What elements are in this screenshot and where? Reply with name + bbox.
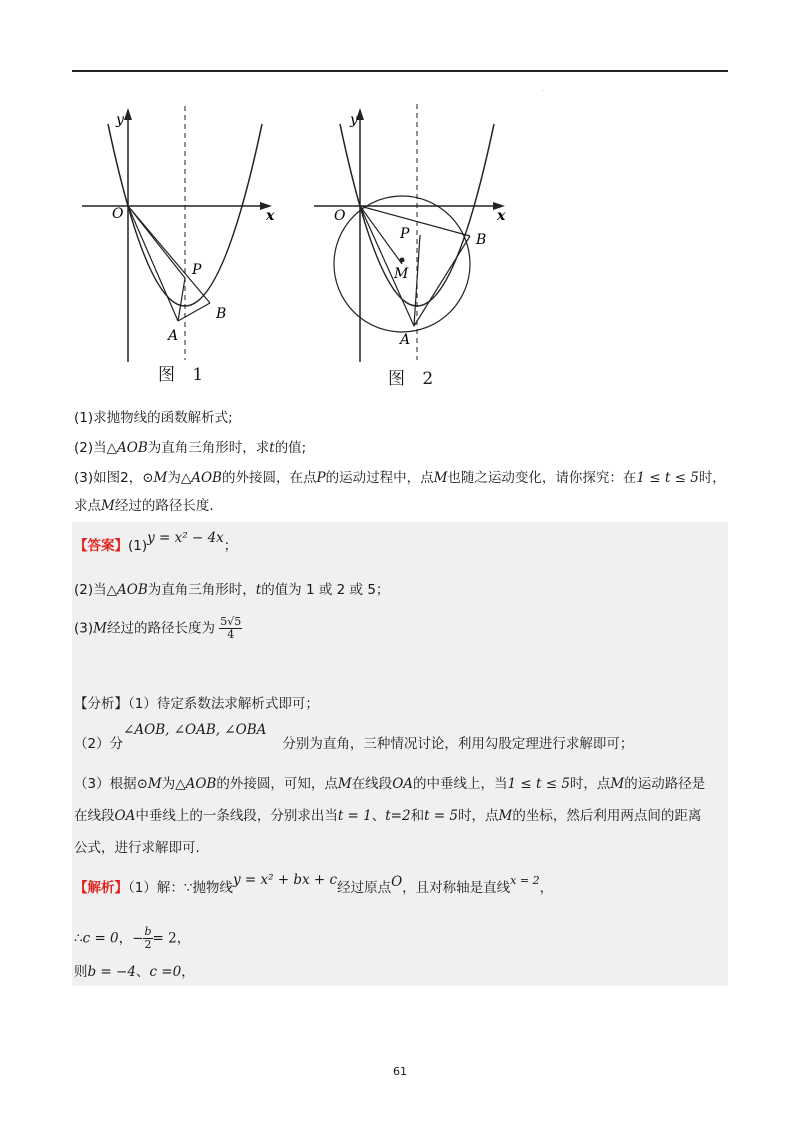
fig1-label-b: B [216,306,227,322]
question-2: (2)当△AOB为直角三角形时，求t的值; [74,440,307,456]
fig2-label-y: y [350,112,358,128]
analysis-5: 公式，进行求解即可. [74,840,200,856]
header-rule [72,70,728,72]
solution-2: ∴c = 0，− $\frac{b}{2}$ = 2， [74,925,191,951]
stray-dot: . [542,86,544,93]
analysis-3: （3）根据⊙M为△AOB的外接圆，可知，点M在线段OA的中垂线上，当1 ≤ t ≤ 5时，点M的运动路径是 [74,776,706,792]
answer-2: (2)当△AOB为直角三角形时，t的值为 1 或 2 或 5； [74,582,390,598]
analysis-2: （2）分∠AOB, ∠OAB, ∠OBA分别为直角，三种情况讨论，利用勾股定理进行求解即可； [74,722,634,752]
fig2-label-m: M [394,266,409,282]
fig1-label-p: P [192,262,202,278]
solution-tag: 【解析】 [74,880,128,896]
figure-1-svg [80,100,290,370]
answer-1: 【答案】(1)y = x² − 4x； [74,530,238,554]
figure-2 [310,100,520,374]
answer-3-fraction: $\frac{5√5}{4}$ [220,615,242,641]
figure-1-caption: 图 1 [158,365,210,385]
solution-1: 【解析】（1）解：∵抛物线y = x² + bx + c经过原点O，且对称轴是直线$^{x = 2}$， [74,872,554,896]
solution-2-fraction: $\frac{b}{2}$ [144,925,152,951]
question-1: (1)求抛物线的函数解析式; [74,410,233,426]
question-3-cont: 求点M经过的路径长度. [74,498,214,514]
analysis-1: 【分析】（1）待定系数法求解析式即可； [74,696,319,712]
analysis-tag: 【分析】 [74,696,128,712]
figure-1 [80,100,290,374]
page-number: 61 [393,1065,407,1078]
question-3: (3)如图2，⊙M为△AOB的外接圆，在点P的运动过程中，点M也随之运动变化，请你探究：在1 ≤ t ≤ 5时， [74,470,726,486]
solution-3: 则b = −4、c =0， [74,964,195,980]
fig2-label-o: O [334,208,346,224]
fig2-label-p: P [400,226,410,242]
figure-2-caption: 图 2 [388,369,440,389]
fig1-label-o: O [112,206,124,222]
analysis-4: 在线段OA中垂线上的一条线段，分别求出当t = 1、t=2和t = 5时，点M的坐标，然后利用两点间的距离 [74,808,702,824]
fig2-label-x: x [497,208,506,224]
fig1-label-a: A [168,328,179,344]
fig1-label-y: y [116,112,124,128]
fig1-label-x: x [266,208,275,224]
answer-tag: 【答案】 [74,538,128,554]
fig2-label-a: A [400,332,411,348]
answer-3: (3)M经过的路径长度为 $\frac{5√5}{4}$ [74,615,242,641]
figure-2-svg [310,100,520,370]
fig2-label-b: B [476,232,487,248]
